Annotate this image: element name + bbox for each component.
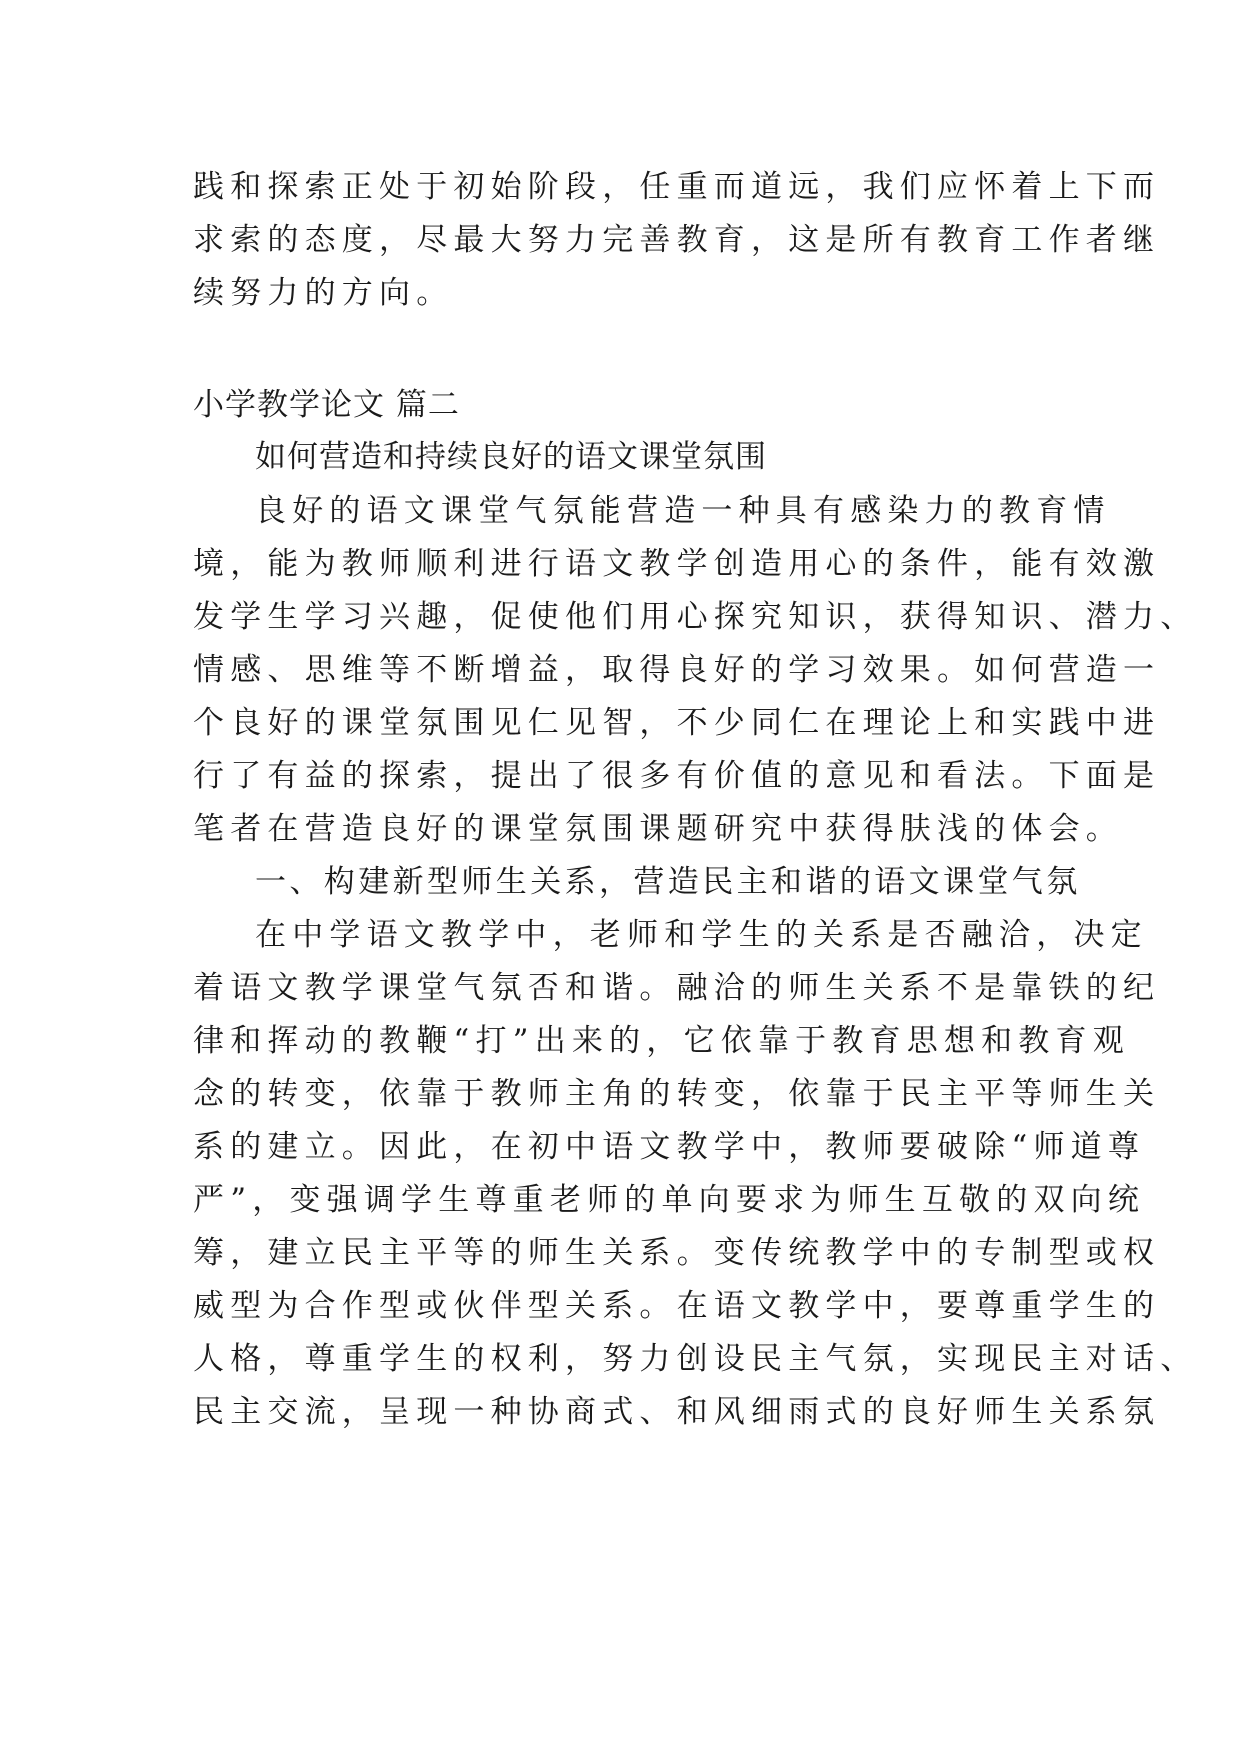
paragraph-line: 良好的语文课堂气氛能营造一种具有感染力的教育情 xyxy=(255,493,1111,529)
paragraph-line: 民主交流，呈现一种协商式、和风细雨式的良好师生关系氛 xyxy=(193,1394,1161,1430)
paragraph-line: 人格，尊重学生的权利，努力创设民主气氛，实现民主对话、 xyxy=(193,1341,1198,1377)
paragraph-line: 威型为合作型或伙伴型关系。在语文教学中，要尊重学生的 xyxy=(193,1288,1161,1324)
paragraph-line: 系的建立。因此，在初中语文教学中，教师要破除“师道尊 xyxy=(193,1129,1146,1165)
paragraph-line: 律和挥动的教鞭“打”出来的，它依靠于教育思想和教育观 xyxy=(193,1023,1130,1059)
paragraph-line: 念的转变，依靠于教师主角的转变，依靠于民主平等师生关 xyxy=(193,1076,1161,1112)
paragraph-line: 发学生学习兴趣，促使他们用心探究知识，获得知识、潜力、 xyxy=(193,599,1198,635)
paragraph-line: 情感、思维等不断增益，取得良好的学习效果。如何营造一 xyxy=(193,652,1161,688)
paragraph-line: 境，能为教师顺利进行语文教学创造用心的条件，能有效激 xyxy=(193,546,1161,582)
text-line: 求索的态度，尽最大努力完善教育，这是所有教育工作者继 xyxy=(193,222,1161,258)
text-line: 续努力的方向。 xyxy=(193,275,454,311)
paragraph-line: 个良好的课堂氛围见仁见智，不少同仁在理论上和实践中进 xyxy=(193,705,1161,741)
paragraph-line: 严”，变强调学生尊重老师的单向要求为师生互敬的双向统 xyxy=(193,1182,1146,1218)
article-title: 如何营造和持续良好的语文课堂氛围 xyxy=(255,439,767,475)
paragraph-line: 筹，建立民主平等的师生关系。变传统教学中的专制型或权 xyxy=(193,1235,1161,1271)
text-line: 践和探索正处于初始阶段，任重而道远，我们应怀着上下而 xyxy=(193,169,1161,205)
paragraph-line: 着语文教学课堂气氛否和谐。融洽的师生关系不是靠铁的纪 xyxy=(193,970,1161,1006)
paragraph-line: 笔者在营造良好的课堂氛围课题研究中获得肤浅的体会。 xyxy=(193,811,1123,847)
paragraph-line: 行了有益的探索，提出了很多有价值的意见和看法。下面是 xyxy=(193,758,1161,794)
section-label: 小学教学论文 篇二 xyxy=(193,387,460,423)
paragraph-line: 在中学语文教学中，老师和学生的关系是否融洽，决定 xyxy=(255,917,1148,953)
subheading: 一、构建新型师生关系，营造民主和谐的语文课堂气氛 xyxy=(255,864,1081,900)
